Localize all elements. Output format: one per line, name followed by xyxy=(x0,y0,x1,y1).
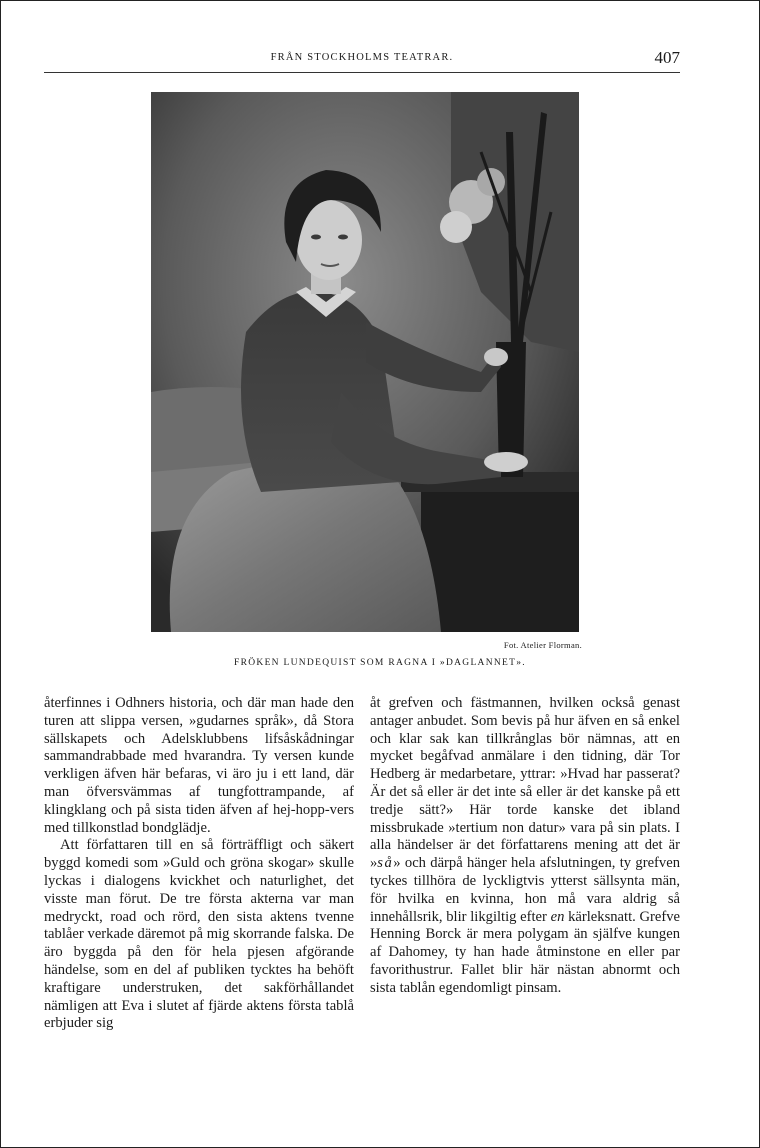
portrait-photograph xyxy=(151,92,579,632)
text-run: åt grefven och fästmannen, hvilken också genast antager anbudet. Som bevis på hur äfven en så enkel och klar sak kan tillkrånglas bör nämnas, att en mycket begåfvad anmälare i den tidning, där Tor Hedberg är medarbetare, yttrar: »Hvad har passerat? Är det så eller är det inte så eller är det kanske på ett tredje sätt?» Här torde kanske det ibland missbrukade »tertium non datur» vara på sin plats. I alla händelser är det författarens mening att det är » xyxy=(370,695,680,872)
text-run: » och därpå hänger hela afslutningen, ty grefven tyckes tillhöra de lyckligtvis ytterst sällsynta män, för hvilka en kvinna, hon må vara aldrig så innehållsrik, blir likgiltig efter xyxy=(370,855,680,925)
emphasized-word: en xyxy=(550,908,565,925)
running-head xyxy=(44,50,680,70)
paragraph xyxy=(370,695,680,998)
page-number: 407 xyxy=(654,48,680,67)
running-title: FRÅN STOCKHOLMS TEATRAR. xyxy=(270,52,454,63)
text-column-left xyxy=(44,695,354,1033)
emphasized-word: så xyxy=(377,855,394,872)
photo-credit: Fot. Atelier Florman. xyxy=(503,640,582,650)
text-column-right xyxy=(370,695,680,998)
figure-caption: FRÖKEN LUNDEQUIST SOM RAGNA I »DAGLANNET». xyxy=(234,658,526,668)
paragraph: Att författaren till en så förträffligt och säkert byggd komedi som »Guld och gröna skogar» skulle lyckas i dialogens kvickhet och naturlighet, det visste man förut. De tre första akterna var man medryckt, road och rörd, den sista aktens tvenne tablåer verkade däremot på mig skorrande falska. De äro byggda på den för hela pjesen afgörande händelse, som en del af publiken tycktes ha behöft kraftigare understruken, det sakförhållandet nämligen att Eva i slutet af fjärde aktens första tablå erbjuder sig xyxy=(44,837,354,1032)
text-run: kärleksnatt. Grefve Henning Borck är mera polygam än själfve kungen af Dahomey, ty han hade åtminstone en eller par favorithustrur. Fallet blir här nästan abnormt och sista tablån egendomligt pinsam. xyxy=(370,908,680,996)
paragraph: återfinnes i Odhners historia, och där man hade den turen att slippa versen, »gudarnes språk», då Stora sällskapets och Adelsklubbens lifsåskådningar sammandrabbade med hvarandra. Ty versen kunde verkligen äfven här befaras, vi äro ju i ett land, där man öfversvämmas af tungfottrampande, af klingklang och på sista tiden äfven af hej-hopp-vers med tillkonstlad bondglädje. xyxy=(44,695,354,836)
header-rule xyxy=(44,72,680,73)
